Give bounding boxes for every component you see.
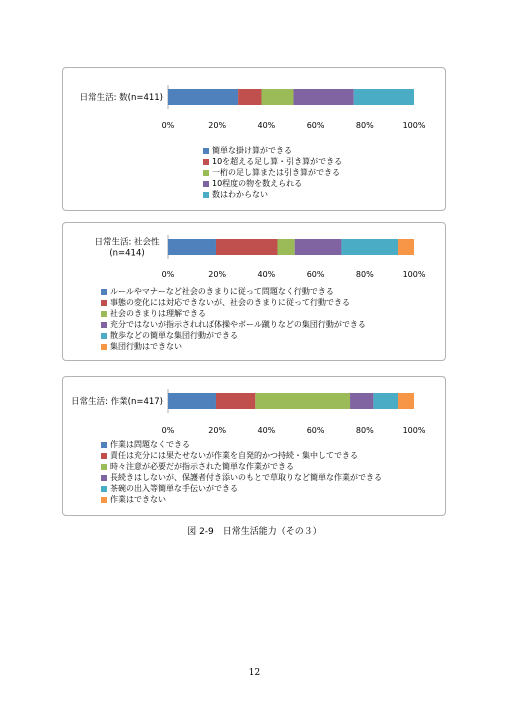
legend-item	[101, 330, 366, 341]
legend-label: 簡単な掛け算ができる	[212, 146, 292, 155]
legend-swatch	[101, 300, 107, 306]
legend-swatch	[203, 159, 209, 165]
bar-segment-3	[255, 393, 350, 409]
legend-label: 10を超える足し算・引き算ができる	[212, 157, 343, 166]
chart-legend-2	[101, 286, 366, 352]
legend-label: 社会のきまりは理解できる	[110, 309, 206, 318]
x-tick-label: 0%	[161, 426, 175, 435]
x-tick-label: 0%	[161, 270, 175, 279]
bar-segment-4	[350, 393, 373, 409]
legend-item	[101, 319, 366, 330]
legend-label: 充分ではないが指示されれば体操やボール蹴りなどの集団行動ができる	[110, 320, 366, 329]
x-tick-label: 80%	[355, 426, 374, 435]
legend-swatch	[101, 497, 107, 503]
legend-swatch	[101, 311, 107, 317]
chart-panel-2	[62, 222, 446, 361]
bar-segment-4	[295, 239, 342, 255]
legend-swatch	[101, 486, 107, 492]
legend-item	[203, 189, 342, 200]
x-tick-label: 100%	[402, 270, 426, 279]
x-tick-label: 100%	[402, 426, 426, 435]
x-tick-label: 40%	[257, 121, 276, 130]
x-tick-label: 0%	[161, 121, 175, 130]
legend-swatch	[203, 170, 209, 176]
bar-segment-4	[293, 89, 353, 105]
x-tick-label: 60%	[306, 270, 325, 279]
legend-swatch	[101, 442, 107, 448]
legend-item	[203, 167, 342, 178]
legend-swatch	[101, 333, 107, 339]
legend-item	[101, 461, 382, 472]
legend-item	[203, 178, 342, 189]
bar-segment-1	[168, 239, 216, 255]
category-label: 日常生活: 数(n=411)	[79, 93, 163, 103]
legend-label: 10程度の物を数えられる	[212, 179, 303, 188]
legend-item	[101, 472, 382, 483]
bar-segment-2	[216, 393, 255, 409]
legend-swatch	[101, 464, 107, 470]
figure-caption: 図 2-9 日常生活能力（その３）	[187, 527, 322, 537]
legend-label: 一桁の足し算または引き算ができる	[212, 168, 340, 177]
category-label: 日常生活: 作業(n=417)	[71, 397, 163, 407]
legend-label: 集団行動はできない	[110, 342, 182, 351]
bar-segment-3	[261, 89, 293, 105]
bar-segment-6	[398, 239, 414, 255]
legend-item	[101, 297, 366, 308]
bar-segment-1	[168, 89, 238, 105]
legend-item	[203, 156, 342, 167]
legend-item	[101, 308, 366, 319]
bar-segment-5	[341, 239, 398, 255]
legend-item	[101, 483, 382, 494]
bar-segment-6	[398, 393, 414, 409]
chart-legend-3	[101, 439, 382, 505]
legend-item	[101, 439, 382, 450]
chart-panel-1	[62, 67, 446, 211]
legend-label: 事態の変化には対応できないが、社会のきまりに従って行動できる	[110, 298, 350, 307]
bar-segment-5	[354, 89, 414, 105]
x-tick-label: 20%	[208, 426, 227, 435]
legend-swatch	[101, 475, 107, 481]
x-tick-label: 60%	[306, 121, 325, 130]
legend-item	[101, 494, 382, 505]
page-number: 12	[248, 668, 261, 678]
legend-item	[101, 341, 366, 352]
category-label: (n=414)	[109, 248, 145, 259]
legend-label: 数はわからない	[212, 190, 268, 199]
legend-label: 茶碗の出入等簡単な手伝いができる	[110, 484, 238, 493]
legend-item	[203, 145, 342, 156]
chart-panel-3	[62, 376, 446, 516]
legend-swatch	[101, 453, 107, 459]
x-tick-label: 60%	[306, 426, 325, 435]
legend-label: 作業は問題なくできる	[110, 440, 190, 449]
bar-segment-2	[238, 89, 261, 105]
legend-item	[101, 286, 366, 297]
x-tick-label: 20%	[208, 270, 227, 279]
legend-swatch	[101, 322, 107, 328]
chart-legend-1	[203, 145, 342, 200]
legend-swatch	[203, 148, 209, 154]
legend-label: 長続きはしないが、保護者付き添いのもとで草取りなど簡単な作業ができる	[110, 473, 382, 482]
legend-label: 作業はできない	[110, 495, 166, 504]
legend-label: ルールやマナーなど社会のきまりに従って問題なく行動できる	[110, 287, 334, 296]
bar-segment-2	[216, 239, 278, 255]
bar-segment-3	[277, 239, 294, 255]
x-tick-label: 20%	[208, 121, 227, 130]
x-tick-label: 100%	[402, 121, 426, 130]
bar-segment-1	[168, 393, 216, 409]
category-label: 日常生活: 社会性	[94, 237, 160, 248]
legend-label: 時々注意が必要だが指示された簡単な作業ができる	[110, 462, 294, 471]
legend-swatch	[203, 181, 209, 187]
legend-label: 散歩などの簡単な集団行動ができる	[110, 331, 238, 340]
legend-swatch	[101, 289, 107, 295]
x-tick-label: 40%	[257, 270, 276, 279]
legend-item	[101, 450, 382, 461]
legend-label: 責任は充分には果たせないが作業を自発的かつ持続・集中してできる	[110, 451, 358, 460]
legend-swatch	[101, 344, 107, 350]
x-tick-label: 80%	[355, 270, 374, 279]
legend-swatch	[203, 192, 209, 198]
bar-segment-5	[373, 393, 398, 409]
x-tick-label: 40%	[257, 426, 276, 435]
x-tick-label: 80%	[355, 121, 374, 130]
